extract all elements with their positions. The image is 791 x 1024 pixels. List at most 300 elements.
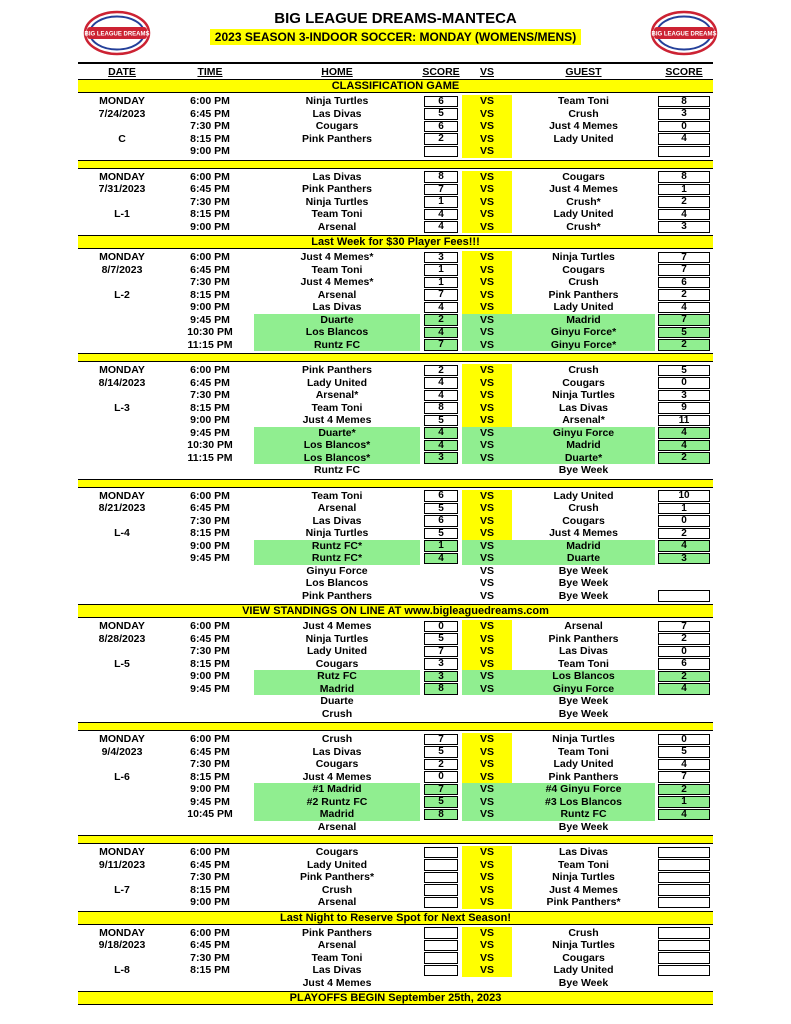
col-header-time: TIME xyxy=(197,66,223,78)
week-label: C xyxy=(118,132,126,145)
home-score-cell xyxy=(420,540,462,553)
game-time: 7:30 PM xyxy=(190,120,230,132)
week-separator xyxy=(78,835,713,844)
guest-team: Cougars xyxy=(562,514,605,527)
guest-score: 2 xyxy=(658,671,710,683)
vs-label: VS xyxy=(462,670,512,683)
vs-label: VS xyxy=(462,95,512,108)
game-time xyxy=(166,708,254,721)
game-row xyxy=(166,808,713,821)
game-row xyxy=(166,683,713,696)
home-score-cell xyxy=(420,439,462,452)
game-row xyxy=(166,746,713,759)
week-games xyxy=(166,364,713,477)
week-separator xyxy=(78,353,713,362)
col-header-vs: VS xyxy=(479,66,494,78)
guest-score: 0 xyxy=(658,734,710,746)
game-time: 8:15 PM xyxy=(190,883,230,896)
game-row xyxy=(166,264,713,277)
guest-team: Ginyu Force* xyxy=(512,339,655,352)
week-games xyxy=(166,927,713,990)
date-cell xyxy=(78,95,166,158)
home-score-cell xyxy=(420,326,462,339)
guest-team: Bye Week xyxy=(558,564,609,577)
home-score: 3 xyxy=(424,252,458,264)
vs-label: VS xyxy=(462,515,512,528)
home-team: Cougars xyxy=(315,120,359,132)
game-row xyxy=(166,326,713,339)
game-time: 7:30 PM xyxy=(190,951,230,964)
guest-team: #3 Los Blancos xyxy=(512,796,655,809)
home-score-cell xyxy=(420,620,462,633)
guest-score xyxy=(658,872,710,884)
vs-label: VS xyxy=(462,171,512,184)
game-time: 10:30 PM xyxy=(187,439,233,451)
home-team: Just 4 Memes xyxy=(302,770,372,783)
guest-score-cell xyxy=(655,708,713,721)
home-score: 2 xyxy=(424,365,458,377)
vs-label: VS xyxy=(462,620,512,633)
vs-label: VS xyxy=(462,808,512,821)
guest-score: 7 xyxy=(658,621,710,633)
guest-team: Team Toni xyxy=(558,657,609,670)
home-score: 5 xyxy=(424,528,458,540)
week-day: MONDAY xyxy=(99,926,145,939)
home-team: Pink Panthers xyxy=(301,926,373,939)
guest-score: 3 xyxy=(658,390,710,402)
home-team: Las Divas xyxy=(312,514,362,527)
guest-team: Lady United xyxy=(553,964,614,976)
bye-row xyxy=(166,708,713,721)
game-row xyxy=(166,964,713,977)
week-date: 8/7/2023 xyxy=(101,263,143,276)
game-row xyxy=(166,145,713,158)
home-score: 2 xyxy=(424,133,458,145)
game-time: 9:45 PM xyxy=(190,552,230,564)
vs-label: VS xyxy=(462,439,512,452)
guest-score: 2 xyxy=(658,633,710,645)
bye-row xyxy=(166,577,713,590)
home-score: 7 xyxy=(424,339,458,351)
guest-score-cell xyxy=(655,208,713,221)
guest-team xyxy=(512,145,655,158)
guest-score-cell xyxy=(655,414,713,427)
home-score: 2 xyxy=(424,314,458,326)
date-cell xyxy=(78,846,166,909)
game-time: 6:00 PM xyxy=(190,364,230,376)
guest-score: 4 xyxy=(658,759,710,771)
week-date: 8/28/2023 xyxy=(98,632,146,645)
home-score-cell xyxy=(420,670,462,683)
guest-team: Just 4 Memes xyxy=(549,527,618,539)
home-score-cell xyxy=(420,808,462,821)
home-team: Cougars xyxy=(315,846,359,858)
guest-team: Pink Panthers xyxy=(548,288,619,301)
guest-score-cell xyxy=(655,120,713,133)
game-row xyxy=(166,552,713,565)
game-time: 9:00 PM xyxy=(190,539,230,552)
guest-team: Crush xyxy=(568,276,599,288)
vs-label: VS xyxy=(462,251,512,264)
vs-label: VS xyxy=(462,871,512,884)
home-score-cell xyxy=(420,783,462,796)
home-score-cell xyxy=(420,658,462,671)
guest-team: Cougars xyxy=(562,376,605,389)
home-team: Madrid xyxy=(254,808,420,821)
game-row xyxy=(166,670,713,683)
guest-score-cell xyxy=(655,577,713,590)
vs-label: VS xyxy=(462,414,512,427)
week-label: L-8 xyxy=(114,964,130,976)
home-score: 2 xyxy=(424,759,458,771)
guest-team: Arsenal* xyxy=(562,414,605,426)
game-time: 9:45 PM xyxy=(190,313,230,326)
vs-label: VS xyxy=(462,633,512,646)
guest-score: 1 xyxy=(658,796,710,808)
big-league-dreams-logo xyxy=(649,10,719,56)
home-score: 5 xyxy=(424,746,458,758)
home-team: Ninja Turtles xyxy=(305,632,369,645)
date-cell xyxy=(78,251,166,351)
guest-score-cell xyxy=(655,108,713,121)
guest-score-cell xyxy=(655,276,713,289)
week-games xyxy=(166,171,713,234)
home-score-cell xyxy=(420,289,462,302)
game-time: 6:00 PM xyxy=(190,170,230,183)
guest-score-cell xyxy=(655,695,713,708)
home-team: Crush xyxy=(321,733,353,745)
guest-score: 4 xyxy=(658,540,710,552)
week-label: L-2 xyxy=(114,288,130,301)
home-score xyxy=(424,940,458,952)
home-score: 4 xyxy=(424,390,458,402)
game-time xyxy=(166,577,254,590)
guest-score: 4 xyxy=(658,209,710,221)
home-team: Ginyu Force xyxy=(306,564,368,577)
guest-score: 6 xyxy=(658,277,710,289)
guest-score-cell xyxy=(655,427,713,440)
guest-score xyxy=(658,927,710,939)
guest-team: Ninja Turtles xyxy=(552,871,615,883)
guest-score-cell xyxy=(655,464,713,477)
home-score: 7 xyxy=(424,784,458,796)
game-row xyxy=(166,183,713,196)
game-row xyxy=(166,95,713,108)
guest-team: Team Toni xyxy=(558,858,609,871)
guest-score xyxy=(658,952,710,964)
game-time: 8:15 PM xyxy=(190,132,230,145)
home-score-cell xyxy=(420,108,462,121)
guest-team: Madrid xyxy=(512,439,655,452)
vs-label: VS xyxy=(462,859,512,872)
home-team: Pink Panthers xyxy=(301,589,373,602)
game-row xyxy=(166,389,713,402)
home-score-cell xyxy=(420,490,462,503)
game-time: 7:30 PM xyxy=(190,871,230,883)
game-time: 11:15 PM xyxy=(187,338,233,351)
week-separator xyxy=(78,160,713,169)
guest-score-cell xyxy=(655,301,713,314)
guest-team: Bye Week xyxy=(558,464,609,476)
home-score: 4 xyxy=(424,553,458,565)
home-team: Los Blancos* xyxy=(254,452,420,465)
game-time: 8:15 PM xyxy=(190,527,230,539)
vs-label: VS xyxy=(462,846,512,859)
home-team: Lady United xyxy=(306,645,368,657)
guest-team: Ninja Turtles xyxy=(552,251,615,263)
home-score xyxy=(424,847,458,859)
vs-label: VS xyxy=(462,377,512,390)
game-time: 8:15 PM xyxy=(190,288,230,301)
week-label: L-3 xyxy=(114,401,130,414)
game-row xyxy=(166,133,713,146)
guest-score-cell xyxy=(655,670,713,683)
guest-score-cell xyxy=(655,264,713,277)
vs-label: VS xyxy=(462,952,512,965)
week-label: L-7 xyxy=(114,883,130,896)
vs-label: VS xyxy=(462,927,512,940)
game-row xyxy=(166,314,713,327)
home-team: Runtz FC xyxy=(313,464,361,476)
week-label: L-4 xyxy=(114,527,130,539)
guest-team: Lady United xyxy=(553,489,614,502)
home-score: 7 xyxy=(424,646,458,658)
home-team: Runtz FC* xyxy=(254,540,420,553)
week-games xyxy=(166,846,713,909)
guest-score-cell xyxy=(655,859,713,872)
week-block xyxy=(78,171,713,234)
guest-score: 2 xyxy=(658,528,710,540)
game-time: 9:00 PM xyxy=(190,670,230,682)
game-row xyxy=(166,301,713,314)
home-score: 4 xyxy=(424,209,458,221)
game-time: 6:45 PM xyxy=(190,183,230,195)
home-score: 5 xyxy=(424,796,458,808)
home-score: 5 xyxy=(424,503,458,515)
game-time: 6:45 PM xyxy=(190,107,230,120)
guest-team: Team Toni xyxy=(558,95,609,107)
week-block xyxy=(78,846,713,909)
guest-team: Las Divas xyxy=(558,401,609,414)
bye-row xyxy=(166,464,713,477)
guest-team: Crush xyxy=(568,926,599,939)
guest-team: #4 Ginyu Force xyxy=(512,783,655,796)
vs-label: VS xyxy=(462,221,512,234)
page-title: BIG LEAGUE DREAMS-MANTECA xyxy=(274,10,517,27)
guest-team: Bye Week xyxy=(558,589,609,602)
game-row xyxy=(166,515,713,528)
week-block xyxy=(78,364,713,477)
guest-score-cell xyxy=(655,939,713,952)
vs-label: VS xyxy=(462,758,512,771)
home-score-cell xyxy=(420,846,462,859)
guest-score-cell xyxy=(655,251,713,264)
home-team: Pink Panthers xyxy=(301,132,373,145)
vs-label: VS xyxy=(462,289,512,302)
vs-label: VS xyxy=(462,108,512,121)
home-score-cell xyxy=(420,145,462,158)
game-time xyxy=(166,821,254,834)
home-team: Las Divas xyxy=(312,170,362,183)
home-score: 0 xyxy=(424,771,458,783)
home-score-cell xyxy=(420,952,462,965)
guest-score-cell xyxy=(655,133,713,146)
home-score: 6 xyxy=(424,121,458,133)
game-row xyxy=(166,502,713,515)
guest-score-cell xyxy=(655,771,713,784)
date-cell xyxy=(78,733,166,833)
game-time: 8:15 PM xyxy=(190,657,230,670)
vs-label: VS xyxy=(462,733,512,746)
home-score-cell xyxy=(420,977,462,990)
game-time: 6:45 PM xyxy=(190,632,230,645)
guest-score: 5 xyxy=(658,746,710,758)
game-time: 9:00 PM xyxy=(190,783,230,795)
game-time: 6:00 PM xyxy=(190,95,230,107)
vs-label: VS xyxy=(462,364,512,377)
vs-label: VS xyxy=(462,939,512,952)
home-team: Just 4 Memes xyxy=(302,620,372,632)
guest-team: Lady United xyxy=(553,132,614,145)
home-score-cell xyxy=(420,301,462,314)
date-cell xyxy=(78,620,166,720)
home-score-cell xyxy=(420,364,462,377)
guest-team: Bye Week xyxy=(558,976,609,989)
guest-score: 10 xyxy=(658,490,710,502)
guest-score xyxy=(658,847,710,859)
game-time: 7:30 PM xyxy=(190,195,230,208)
week-day: MONDAY xyxy=(99,364,145,376)
vs-label: VS xyxy=(462,746,512,759)
date-cell xyxy=(78,364,166,477)
game-row xyxy=(166,196,713,209)
home-score: 3 xyxy=(424,658,458,670)
vs-label: VS xyxy=(462,145,512,158)
home-team: Arsenal xyxy=(317,896,357,908)
guest-team: Duarte xyxy=(512,552,655,565)
home-team: Los Blancos* xyxy=(254,439,420,452)
game-row xyxy=(166,633,713,646)
guest-score-cell xyxy=(655,221,713,234)
guest-score-cell xyxy=(655,758,713,771)
guest-score-cell xyxy=(655,884,713,897)
vs-label: VS xyxy=(462,208,512,221)
col-header-home-score: SCORE xyxy=(422,66,460,78)
game-time: 6:00 PM xyxy=(190,489,230,502)
guest-score xyxy=(658,590,710,602)
guest-score: 2 xyxy=(658,196,710,208)
bye-row xyxy=(166,977,713,990)
home-score: 1 xyxy=(424,540,458,552)
game-time: 7:30 PM xyxy=(190,645,230,657)
home-score-cell xyxy=(420,695,462,708)
vs-label: VS xyxy=(462,964,512,977)
week-day: MONDAY xyxy=(99,170,145,183)
guest-score-cell xyxy=(655,490,713,503)
guest-team: Pink Panthers xyxy=(548,632,619,645)
game-row xyxy=(166,796,713,809)
game-time: 9:45 PM xyxy=(190,426,230,439)
guest-score-cell xyxy=(655,389,713,402)
guest-team: Crush xyxy=(568,107,599,120)
home-score-cell xyxy=(420,171,462,184)
home-score: 8 xyxy=(424,402,458,414)
section-banner: Last Night to Reserve Spot for Next Season! xyxy=(78,911,713,925)
col-header-home: HOME xyxy=(321,66,353,78)
week-day: MONDAY xyxy=(99,620,145,632)
guest-score-cell xyxy=(655,896,713,909)
game-time xyxy=(166,695,254,708)
week-block xyxy=(78,927,713,990)
home-score-cell xyxy=(420,577,462,590)
guest-score-cell xyxy=(655,590,713,603)
week-separator xyxy=(78,479,713,488)
vs-label: VS xyxy=(462,264,512,277)
guest-score-cell xyxy=(655,171,713,184)
col-header-date: DATE xyxy=(108,66,136,78)
guest-score: 2 xyxy=(658,339,710,351)
guest-team: Las Divas xyxy=(558,846,609,858)
game-row xyxy=(166,289,713,302)
home-score-cell xyxy=(420,276,462,289)
game-time: 9:00 PM xyxy=(190,145,230,157)
home-team: Team Toni xyxy=(311,263,363,276)
vs-label: VS xyxy=(462,276,512,289)
logo-text: BIG LEAGUE DREAMS xyxy=(84,31,150,38)
week-day: MONDAY xyxy=(99,251,145,263)
home-team: Arsenal xyxy=(317,820,357,833)
game-time: 9:45 PM xyxy=(190,682,230,695)
guest-score-cell xyxy=(655,540,713,553)
home-score-cell xyxy=(420,708,462,721)
week-day: MONDAY xyxy=(99,733,145,745)
game-time: 9:00 PM xyxy=(190,414,230,426)
game-row xyxy=(166,952,713,965)
vs-label: VS xyxy=(462,452,512,465)
home-score-cell xyxy=(420,633,462,646)
guest-score xyxy=(658,897,710,909)
home-score: 6 xyxy=(424,490,458,502)
guest-score-cell xyxy=(655,527,713,540)
vs-label: VS xyxy=(462,389,512,402)
guest-score-cell xyxy=(655,326,713,339)
col-header-guest: GUEST xyxy=(565,66,602,78)
home-score-cell xyxy=(420,746,462,759)
week-day: MONDAY xyxy=(99,489,145,502)
home-score: 5 xyxy=(424,415,458,427)
game-row xyxy=(166,276,713,289)
guest-score-cell xyxy=(655,821,713,834)
vs-label: VS xyxy=(479,589,494,602)
guest-score: 0 xyxy=(658,121,710,133)
week-date: 9/18/2023 xyxy=(98,939,146,951)
guest-score-cell xyxy=(655,314,713,327)
vs-label: VS xyxy=(462,490,512,503)
guest-team: Crush xyxy=(568,364,599,376)
guest-team: Ninja Turtles xyxy=(552,733,615,745)
week-block xyxy=(78,95,713,158)
home-score-cell xyxy=(420,183,462,196)
game-time: 8:15 PM xyxy=(190,964,230,976)
vs-label: VS xyxy=(462,540,512,553)
home-team: Ninja Turtles xyxy=(305,95,369,107)
week-games xyxy=(166,490,713,603)
guest-score-cell xyxy=(655,402,713,415)
game-row xyxy=(166,377,713,390)
guest-team: Madrid xyxy=(512,540,655,553)
home-score-cell xyxy=(420,552,462,565)
week-block xyxy=(78,733,713,833)
